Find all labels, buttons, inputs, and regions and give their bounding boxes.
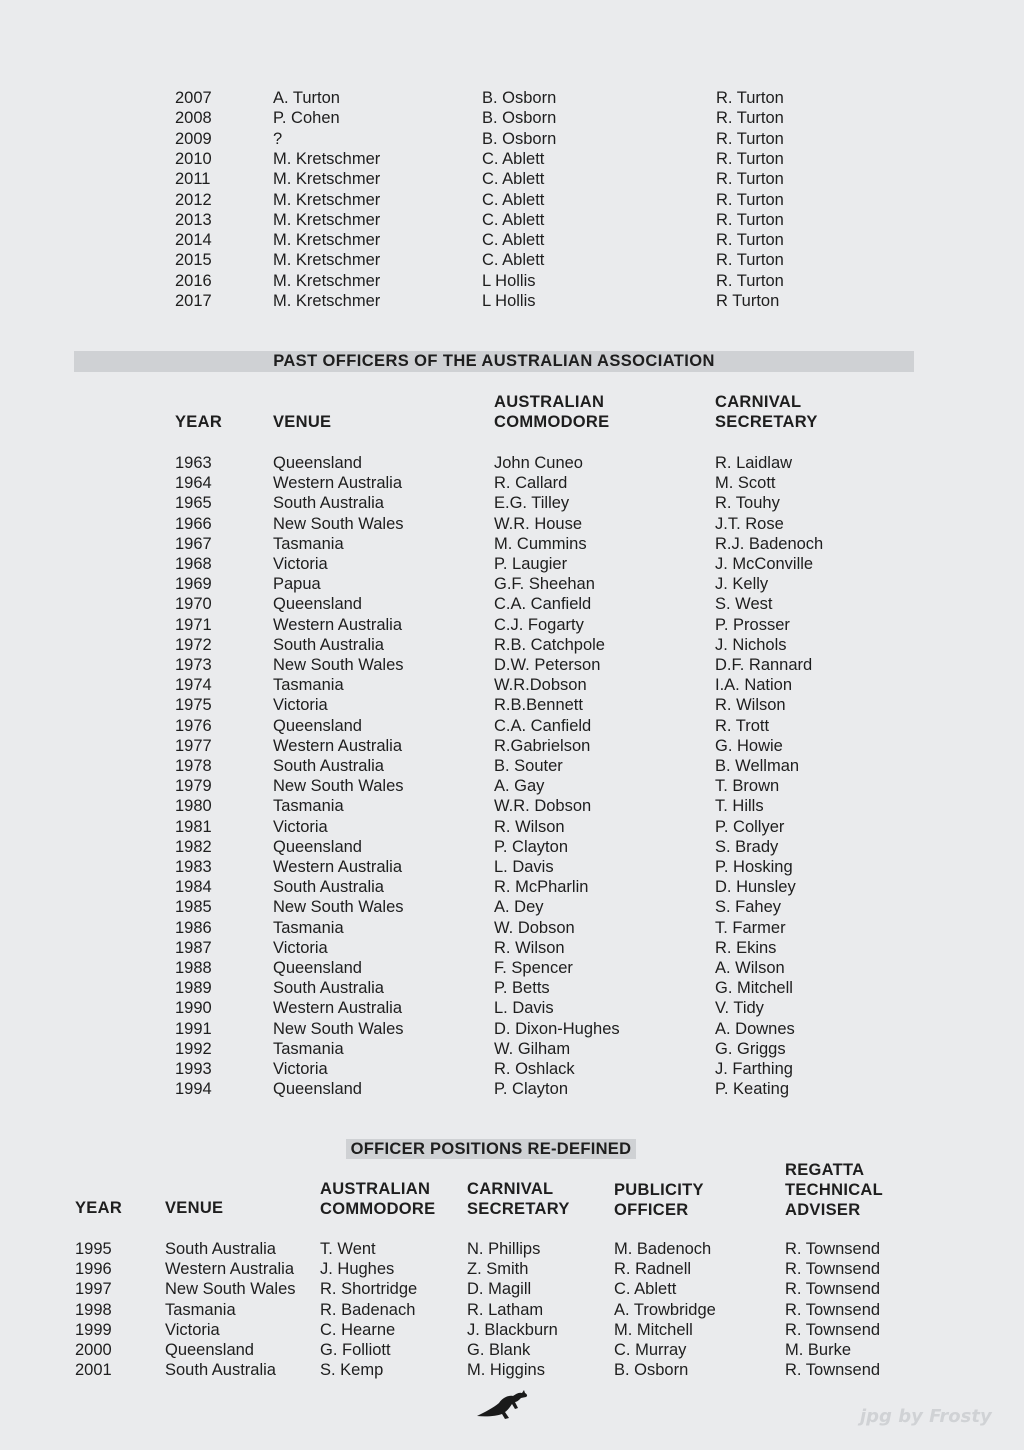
secretary-cell: D. Magill — [467, 1280, 532, 1299]
publicity-cell: M. Mitchell — [614, 1320, 693, 1339]
table-row — [0, 574, 1024, 594]
past-officers-title: PAST OFFICERS OF THE AUSTRALIAN ASSOCIATION — [273, 352, 715, 370]
venue-cell: Tasmania — [273, 918, 344, 937]
year-cell: 2013 — [175, 210, 212, 229]
commodore-cell: R. Badenach — [320, 1300, 416, 1319]
venue-cell: Queensland — [273, 837, 362, 856]
year-cell: 2015 — [175, 251, 212, 270]
secretary-cell: G. Blank — [467, 1341, 531, 1359]
secretary-cell: J. McConville — [715, 555, 814, 573]
secretary-cell: Z. Smith — [467, 1260, 529, 1279]
officer-cell: R. Turton — [716, 190, 784, 209]
venue-cell: New South Wales — [273, 1019, 404, 1038]
commodore-cell: B. Souter — [494, 757, 563, 775]
table-row — [0, 857, 1024, 877]
year-cell: 1964 — [175, 474, 212, 493]
table-row — [0, 149, 1024, 169]
table-row — [0, 1239, 1024, 1259]
publicity-cell: R. Radnell — [614, 1260, 692, 1279]
secretary-cell: A. Wilson — [715, 959, 785, 977]
col-header-commodore-line2: COMMODORE — [494, 413, 610, 431]
year-cell: 1996 — [75, 1260, 112, 1279]
commodore-cell: R.B. Catchpole — [494, 635, 605, 654]
secretary-cell: R. Wilson — [715, 696, 786, 715]
table-row — [0, 291, 1024, 311]
table-row — [0, 594, 1024, 614]
table-row — [0, 473, 1024, 493]
commodore-cell: M. Cummins — [494, 534, 587, 553]
year-cell: 2010 — [175, 149, 212, 168]
venue-cell: New South Wales — [165, 1280, 296, 1299]
venue-cell: Queensland — [273, 959, 362, 977]
table-row — [0, 493, 1024, 513]
venue-cell: Western Australia — [273, 615, 403, 634]
commodore-cell: E.G. Tilley — [494, 494, 570, 513]
year-cell: 1971 — [175, 615, 212, 634]
year-cell: 1981 — [175, 817, 212, 836]
commodore-cell: W. Dobson — [494, 918, 575, 937]
secretary-cell: A. Downes — [715, 1019, 795, 1038]
officer-cell: R. Turton — [716, 251, 784, 270]
col-header-regatta-line2: TECHNICAL — [785, 1181, 884, 1199]
table-row — [0, 776, 1024, 796]
year-cell: 1976 — [175, 716, 212, 735]
publicity-cell: C. Murray — [614, 1341, 687, 1359]
commodore-cell: ? — [273, 129, 283, 148]
secretary-cell: T. Farmer — [715, 918, 786, 937]
venue-cell: New South Wales — [273, 898, 404, 917]
officer-cell: R Turton — [716, 292, 780, 310]
year-cell: 1965 — [175, 494, 212, 513]
commodore-cell: A. Dey — [494, 898, 544, 917]
table-row — [0, 1340, 1024, 1360]
officer-cell: R. Turton — [716, 109, 784, 128]
table-row — [0, 1059, 1024, 1079]
secretary-cell: N. Phillips — [467, 1240, 541, 1258]
venue-cell: Queensland — [273, 716, 362, 735]
table-row — [0, 695, 1024, 715]
venue-cell: Western Australia — [273, 736, 403, 755]
table-row — [0, 1039, 1024, 1059]
watermark-text: jpg by Frosty — [860, 1406, 992, 1427]
venue-cell: Papua — [273, 575, 321, 594]
commodore-cell: R. Wilson — [494, 938, 565, 957]
regatta-cell: R. Townsend — [785, 1240, 881, 1258]
commodore-cell: R. Oshlack — [494, 1060, 575, 1078]
table-row — [0, 918, 1024, 938]
commodore-cell: R. Shortridge — [320, 1280, 418, 1299]
venue-cell: Western Australia — [273, 474, 403, 493]
secretary-cell: S. Brady — [715, 837, 779, 856]
secretary-cell: P. Keating — [715, 1080, 790, 1099]
commodore-cell: John Cuneo — [494, 454, 583, 472]
secretary-cell: V. Tidy — [715, 999, 764, 1018]
table-row — [0, 514, 1024, 534]
year-cell: 2009 — [175, 129, 212, 148]
commodore-cell: W. Gilham — [494, 1039, 571, 1058]
venue-cell: Tasmania — [273, 1039, 344, 1058]
commodore-cell: A. Turton — [273, 89, 340, 107]
commodore-cell: M. Kretschmer — [273, 210, 381, 229]
commodore-cell: L. Davis — [494, 999, 554, 1018]
year-cell: 1979 — [175, 777, 212, 796]
officer-cell: R. Turton — [716, 210, 784, 229]
year-cell: 2007 — [175, 89, 212, 107]
year-cell: 1977 — [175, 736, 212, 755]
commodore-cell: L. Davis — [494, 858, 554, 876]
venue-cell: Queensland — [273, 454, 362, 472]
venue-cell: South Australia — [273, 635, 384, 654]
table-row — [0, 716, 1024, 736]
table-row — [0, 1360, 1024, 1380]
venue-cell: New South Wales — [273, 656, 404, 674]
regatta-cell: R. Townsend — [785, 1320, 881, 1339]
venue-cell: Queensland — [165, 1341, 254, 1359]
year-cell: 1973 — [175, 656, 212, 674]
commodore-cell: P. Clayton — [494, 1080, 568, 1099]
venue-cell: Tasmania — [165, 1300, 236, 1319]
year-cell: 1988 — [175, 959, 212, 977]
venue-cell: Tasmania — [273, 534, 344, 553]
regatta-cell: M. Burke — [785, 1341, 852, 1359]
col-header-year: YEAR — [175, 413, 223, 431]
year-cell: 1991 — [175, 1019, 212, 1038]
venue-cell: Victoria — [165, 1320, 220, 1339]
regatta-cell: R. Townsend — [785, 1280, 881, 1299]
commodore-cell: A. Gay — [494, 777, 545, 796]
table-row — [0, 675, 1024, 695]
secretary-cell: C. Ablett — [482, 231, 545, 250]
commodore-cell: D. Dixon-Hughes — [494, 1019, 620, 1038]
table-row — [0, 877, 1024, 897]
secretary-cell: R. Touhy — [715, 494, 780, 513]
table-row — [0, 1259, 1024, 1279]
col-header-commodore-line2: COMMODORE — [320, 1200, 436, 1218]
commodore-cell: G. Folliott — [320, 1341, 391, 1359]
year-cell: 1997 — [75, 1280, 112, 1299]
table-row — [0, 736, 1024, 756]
table-row — [0, 108, 1024, 128]
table-row — [0, 756, 1024, 776]
year-cell: 1990 — [175, 999, 212, 1018]
secretary-cell: P. Collyer — [715, 817, 785, 836]
secretary-cell: S. Fahey — [715, 898, 782, 917]
venue-cell: Western Australia — [273, 858, 403, 876]
venue-cell: South Australia — [273, 878, 384, 897]
year-cell: 1972 — [175, 635, 212, 654]
officer-cell: R. Turton — [716, 149, 784, 168]
secretary-cell: G. Mitchell — [715, 979, 793, 998]
commodore-cell: W.R. House — [494, 514, 583, 533]
year-cell: 1999 — [75, 1320, 112, 1339]
venue-cell: New South Wales — [273, 777, 404, 796]
redefined-title: OFFICER POSITIONS RE-DEFINED — [350, 1140, 632, 1158]
commodore-cell: M. Kretschmer — [273, 149, 381, 168]
officer-cell: R. Turton — [716, 231, 784, 250]
col-header-regatta-line1: REGATTA — [785, 1161, 865, 1179]
publicity-cell: A. Trowbridge — [614, 1300, 716, 1319]
secretary-cell: C. Ablett — [482, 170, 545, 189]
table-row — [0, 817, 1024, 837]
venue-cell: Western Australia — [273, 999, 403, 1018]
year-cell: 1989 — [175, 979, 212, 998]
year-cell: 1993 — [175, 1060, 212, 1078]
col-header-venue: VENUE — [165, 1199, 224, 1217]
col-header-year: YEAR — [75, 1199, 123, 1217]
commodore-cell: M. Kretschmer — [273, 292, 381, 310]
secretary-cell: G. Howie — [715, 736, 783, 755]
table-row — [0, 554, 1024, 574]
secretary-cell: I.A. Nation — [715, 676, 793, 695]
year-cell: 2012 — [175, 190, 212, 209]
secretary-cell: J. Nichols — [715, 635, 787, 654]
commodore-cell: T. Went — [320, 1240, 376, 1258]
year-cell: 1995 — [75, 1240, 112, 1258]
venue-cell: Queensland — [273, 1080, 362, 1099]
year-cell: 1966 — [175, 514, 212, 533]
table-row — [0, 1320, 1024, 1340]
table-row — [0, 271, 1024, 291]
venue-cell: Western Australia — [165, 1260, 295, 1279]
venue-cell: South Australia — [273, 979, 384, 998]
table-row — [0, 169, 1024, 189]
kangaroo-icon — [475, 1386, 531, 1422]
commodore-cell: P. Laugier — [494, 555, 568, 573]
year-cell: 1963 — [175, 454, 212, 472]
venue-cell: Victoria — [273, 555, 328, 573]
col-header-regatta-line3: ADVISER — [785, 1201, 861, 1219]
commodore-cell: C.A. Canfield — [494, 595, 592, 614]
commodore-cell: D.W. Peterson — [494, 656, 601, 674]
commodore-cell: S. Kemp — [320, 1361, 384, 1380]
secretary-cell: C. Ablett — [482, 149, 545, 168]
col-header-secretary-line1: CARNIVAL — [715, 393, 802, 411]
table-row — [0, 796, 1024, 816]
table-row — [0, 1019, 1024, 1039]
secretary-cell: R. Laidlaw — [715, 454, 793, 472]
year-cell: 1983 — [175, 858, 212, 876]
publicity-cell: M. Badenoch — [614, 1240, 712, 1258]
venue-cell: Victoria — [273, 1060, 328, 1078]
table-row — [0, 978, 1024, 998]
commodore-cell: M. Kretschmer — [273, 231, 381, 250]
year-cell: 2008 — [175, 109, 212, 128]
officer-cell: R. Turton — [716, 271, 784, 290]
venue-cell: Victoria — [273, 938, 328, 957]
secretary-cell: D.F. Rannard — [715, 656, 813, 674]
table-row — [0, 230, 1024, 250]
venue-cell: Victoria — [273, 817, 328, 836]
secretary-cell: J. Blackburn — [467, 1320, 558, 1339]
publicity-cell: C. Ablett — [614, 1280, 677, 1299]
secretary-cell: J.T. Rose — [715, 514, 784, 533]
regatta-cell: R. Townsend — [785, 1300, 881, 1319]
secretary-cell: B. Wellman — [715, 757, 800, 775]
commodore-cell: P. Betts — [494, 979, 550, 998]
year-cell: 1975 — [175, 696, 212, 715]
year-cell: 1970 — [175, 595, 212, 614]
year-cell: 2011 — [175, 170, 211, 189]
secretary-cell: C. Ablett — [482, 210, 545, 229]
secretary-cell: R.J. Badenoch — [715, 534, 824, 553]
secretary-cell: T. Hills — [715, 797, 764, 816]
commodore-cell: J. Hughes — [320, 1260, 395, 1279]
venue-cell: South Australia — [165, 1361, 276, 1380]
col-header-venue: VENUE — [273, 413, 332, 431]
secretary-cell: B. Osborn — [482, 129, 557, 148]
secretary-cell: T. Brown — [715, 777, 780, 796]
secretary-cell: R. Ekins — [715, 938, 777, 957]
secretary-cell: L Hollis — [482, 292, 536, 310]
year-cell: 2017 — [175, 292, 212, 310]
year-cell: 2001 — [75, 1361, 112, 1380]
commodore-cell: F. Spencer — [494, 959, 573, 977]
table-row — [0, 958, 1024, 978]
table-row — [0, 615, 1024, 635]
table-row — [0, 88, 1024, 108]
table-row — [0, 210, 1024, 230]
publicity-cell: B. Osborn — [614, 1361, 689, 1380]
secretary-cell: R. Latham — [467, 1300, 544, 1319]
venue-cell: New South Wales — [273, 514, 404, 533]
commodore-cell: R. Callard — [494, 474, 568, 493]
table-row — [0, 655, 1024, 675]
year-cell: 1968 — [175, 555, 212, 573]
venue-cell: South Australia — [273, 494, 384, 513]
commodore-cell: M. Kretschmer — [273, 251, 381, 270]
commodore-cell: R.B.Bennett — [494, 696, 583, 715]
secretary-cell: P. Hosking — [715, 858, 793, 876]
col-header-commodore-line1: AUSTRALIAN — [494, 393, 605, 411]
table-row — [0, 837, 1024, 857]
secretary-cell: D. Hunsley — [715, 878, 796, 897]
commodore-cell: C. Hearne — [320, 1320, 396, 1339]
venue-cell: South Australia — [165, 1240, 276, 1258]
year-cell: 1998 — [75, 1300, 112, 1319]
table-row — [0, 938, 1024, 958]
year-cell: 1985 — [175, 898, 212, 917]
commodore-cell: R.Gabrielson — [494, 736, 591, 755]
venue-cell: Tasmania — [273, 676, 344, 695]
year-cell: 1994 — [175, 1080, 212, 1099]
secretary-cell: G. Griggs — [715, 1039, 786, 1058]
table-row — [0, 1300, 1024, 1320]
secretary-cell: C. Ablett — [482, 190, 545, 209]
year-cell: 2000 — [75, 1341, 112, 1359]
commodore-cell: C.A. Canfield — [494, 716, 592, 735]
commodore-cell: M. Kretschmer — [273, 170, 381, 189]
year-cell: 1980 — [175, 797, 212, 816]
col-header-publicity-line2: OFFICER — [614, 1201, 689, 1219]
table-row — [0, 453, 1024, 473]
secretary-cell: R. Trott — [715, 716, 770, 735]
secretary-cell: C. Ablett — [482, 251, 545, 270]
venue-cell: Victoria — [273, 696, 328, 715]
year-cell: 2014 — [175, 231, 212, 250]
table-row — [0, 129, 1024, 149]
col-header-commodore-line1: AUSTRALIAN — [320, 1180, 431, 1198]
commodore-cell: C.J. Fogarty — [494, 615, 584, 634]
commodore-cell: R. Wilson — [494, 817, 565, 836]
col-header-secretary-line2: SECRETARY — [467, 1200, 570, 1218]
secretary-cell: J. Kelly — [715, 575, 769, 594]
commodore-cell: M. Kretschmer — [273, 271, 381, 290]
secretary-cell: M. Scott — [715, 474, 776, 493]
commodore-cell: P. Cohen — [273, 109, 340, 128]
officer-cell: R. Turton — [716, 129, 784, 148]
table-row — [0, 250, 1024, 270]
commodore-cell: M. Kretschmer — [273, 190, 381, 209]
commodore-cell: W.R.Dobson — [494, 676, 587, 695]
year-cell: 1974 — [175, 676, 212, 695]
officer-cell: R. Turton — [716, 89, 784, 107]
regatta-cell: R. Townsend — [785, 1260, 881, 1279]
secretary-cell: B. Osborn — [482, 109, 557, 128]
table-row — [0, 1279, 1024, 1299]
commodore-cell: R. McPharlin — [494, 878, 589, 897]
venue-cell: Tasmania — [273, 797, 344, 816]
venue-cell: South Australia — [273, 757, 384, 775]
regatta-cell: R. Townsend — [785, 1361, 881, 1380]
table-row — [0, 190, 1024, 210]
year-cell: 1992 — [175, 1039, 212, 1058]
secretary-cell: B. Osborn — [482, 89, 557, 107]
commodore-cell: P. Clayton — [494, 837, 568, 856]
secretary-cell: P. Prosser — [715, 615, 790, 634]
col-header-secretary-line1: CARNIVAL — [467, 1180, 554, 1198]
year-cell: 1986 — [175, 918, 212, 937]
commodore-cell: W.R. Dobson — [494, 797, 592, 816]
year-cell: 1978 — [175, 757, 212, 775]
secretary-cell: J. Farthing — [715, 1060, 793, 1078]
secretary-cell: M. Higgins — [467, 1361, 545, 1380]
year-cell: 1984 — [175, 878, 212, 897]
table-row — [0, 534, 1024, 554]
table-row — [0, 635, 1024, 655]
year-cell: 1982 — [175, 837, 212, 856]
officer-cell: R. Turton — [716, 170, 784, 189]
table-row — [0, 998, 1024, 1018]
secretary-cell: L Hollis — [482, 271, 536, 290]
table-row — [0, 897, 1024, 917]
venue-cell: Queensland — [273, 595, 362, 614]
col-header-secretary-line2: SECRETARY — [715, 413, 818, 431]
col-header-publicity-line1: PUBLICITY — [614, 1181, 704, 1199]
secretary-cell: S. West — [715, 595, 773, 614]
commodore-cell: G.F. Sheehan — [494, 575, 595, 594]
year-cell: 1967 — [175, 534, 212, 553]
year-cell: 1969 — [175, 575, 212, 594]
year-cell: 2016 — [175, 271, 212, 290]
year-cell: 1987 — [175, 938, 212, 957]
table-row — [0, 1079, 1024, 1099]
